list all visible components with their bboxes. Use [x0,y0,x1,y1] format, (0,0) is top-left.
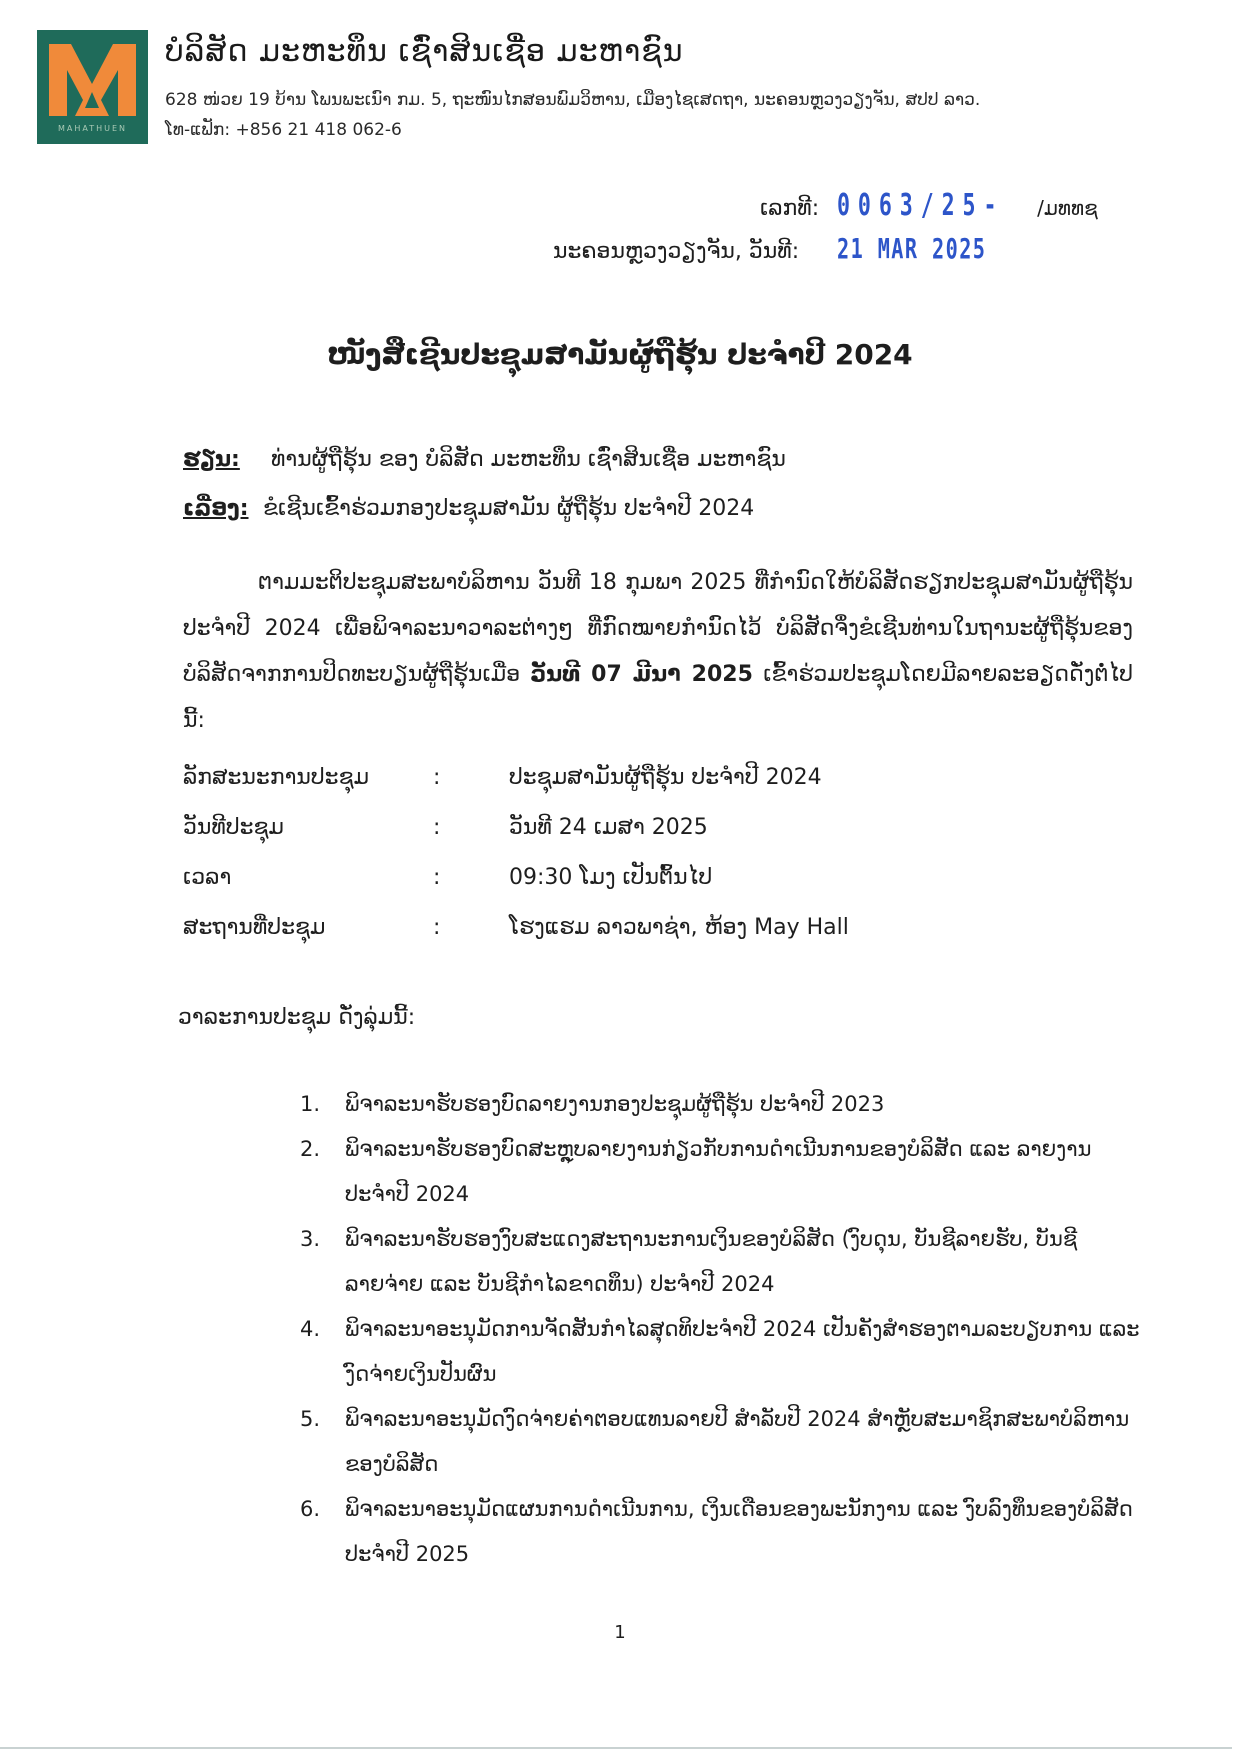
date-label: ນະຄອນຫຼວງວຽງຈັນ, ວັນທີ: [553,239,800,264]
to-label: ຮຽນ: [183,447,240,472]
company-logo [37,30,148,144]
detail-colon: : [433,815,441,840]
company-logo-m-icon [37,30,148,144]
agenda-item-text: ພິຈາລະນາອະນຸມັດງົດຈ່າຍຄ່າຕອບແທນລາຍປີ ສຳລັບປີ 2024 ສຳຫຼັບສະມາຊິກສະພາບໍລິຫານຂອງບໍລິສັດ [345,1407,1130,1476]
agenda-item-text: ພິຈາລະນາຮັບຮອງງົບສະແດງສະຖານະການເງິນຂອງບໍລິສັດ (ງົບດຸນ, ບັນຊີລາຍຮັບ, ບັນຊີລາຍຈ່າຍ ແລະ ບັນຊີກຳໄລຂາດທຶນ) ປະຈຳປີ 2024 [345,1227,1078,1296]
agenda-item-number: 6. [300,1497,321,1521]
company-name: ບໍລິສັດ ມະຫະທຶນ ເຊົ່າສິນເຊື່ອ ມະຫາຊົນ [165,34,684,69]
detail-key: ສະຖານທີ່ປະຊຸມ [183,915,326,940]
page-number: 1 [614,1622,626,1643]
detail-key: ເວລາ [183,865,232,890]
body-text-part2: ເຂົ້າຮ່ວມປະຊຸມໂດຍມີລາຍລະອຽດດັ່ງຕໍ່ໄປນີ້: [183,662,1134,733]
svg-text:MAHATHUEN: MAHATHUEN [57,124,128,133]
agenda-item-text: ພິຈາລະນາຮັບຮອງບົດລາຍງານກອງປະຊຸມຜູ້ຖືຮຸ້ນ ປະຈຳປີ 2023 [345,1092,885,1116]
subject-value: ຂໍເຊີນເຂົ້າຮ່ວມກອງປະຊຸມສາມັນ ຜູ້ຖືຮຸ້ນ ປະຈຳປີ 2024 [263,496,755,521]
reference-suffix: /ມທທຊ [1037,196,1098,220]
detail-value: ວັນທີ 24 ເມສາ 2025 [509,815,708,840]
detail-colon: : [433,865,441,890]
subject-label: ເລື່ອງ: [183,496,249,521]
body-text-part1: ຕາມມະຕິປະຊຸມສະພາບໍລິຫານ ວັນທີ 18 ກຸມພາ 2025 ທີ່ກຳນົດໃຫ້ບໍລິສັດຮຽກປະຊຸມສາມັນຜູ້ຖືຮຸ້ນ ປະຈຳປີ 2024 ເພື່ອພິຈາລະນາວາລະຕ່າງໆ ທີ່ກົດໝາຍກຳນົດໄວ້ ບໍລິສັດຈຶ່ງຂໍເຊີນທ່ານໃນຖານະຜູ້ຖືຮຸ້ນຂອງບໍລິສັດຈາກການປິດທະບຽນຜູ້ຖືຮຸ້ນເມື່ອ [183,570,1133,687]
company-phone: ໂທ-ແຟັກ: +856 21 418 062-6 [165,120,402,140]
body-paragraph [183,560,1133,744]
page-edge-divider [0,1747,1232,1749]
agenda-item [300,1307,1150,1397]
detail-colon: : [433,915,441,940]
detail-value: ໂຮງແຮມ ລາວພາຊ່າ, ຫ້ອງ May Hall [509,915,849,940]
detail-value: ປະຊຸມສາມັນຜູ້ຖືຮຸ້ນ ປະຈຳປີ 2024 [509,765,822,790]
agenda-item [300,1217,1150,1307]
agenda-item-text: ພິຈາລະນາອະນຸມັດການຈັດສັນກຳໄລສຸດທິປະຈຳປີ 2024 ເປັນຄັງສຳຮອງຕາມລະບຽບການ ແລະ ງົດຈ່າຍເງິນປັນຜົນ [345,1317,1140,1386]
agenda-list [300,1082,1150,1577]
reference-number-row [760,188,1098,223]
detail-row-meeting-type [183,765,849,815]
agenda-heading: ວາລະການປະຊຸມ ດັ່ງລຸ່ມນີ້: [178,1005,416,1030]
date-stamp: 21 MAR 2025 [837,232,987,265]
detail-row-meeting-time [183,865,849,915]
company-address: 628 ໜ່ວຍ 19 ບ້ານ ໂພນພະເນົາ ກມ. 5, ຖະໜົນໄກສອນພົມວິຫານ, ເມືອງໄຊເສດຖາ, ນະຄອນຫຼວງວຽງຈັນ, ສປປ ລາວ. [165,90,981,110]
detail-row-meeting-date [183,815,849,865]
agenda-item-number: 2. [300,1137,321,1161]
agenda-item [300,1487,1150,1577]
detail-value: 09:30 ໂມງ ເປັນຕົ້ນໄປ [509,865,713,890]
document-title: ໜັງສືເຊີນປະຊຸມສາມັນຜູ້ຖືຮຸ້ນ ປະຈຳປີ 2024 [327,338,913,371]
agenda-item-number: 5. [300,1407,321,1431]
detail-key: ວັນທີປະຊຸມ [183,815,284,840]
agenda-item-text: ພິຈາລະນາອະນຸມັດແຜນການດຳເນີນການ, ເງິນເດືອນຂອງພະນັກງານ ແລະ ງົບລົງທຶນຂອງບໍລິສັດ ປະຈຳປີ 2025 [345,1497,1133,1566]
agenda-item-text: ພິຈາລະນາຮັບຮອງບົດສະຫຼຸບລາຍງານກ່ຽວກັບການດຳເນີນການຂອງບໍລິສັດ ແລະ ລາຍງານປະຈຳປີ 2024 [345,1137,1092,1206]
reference-label: ເລກທີ: [760,196,820,221]
detail-colon: : [433,765,441,790]
meeting-details [183,765,849,965]
date-row [553,232,1045,265]
agenda-item-number: 1. [300,1092,321,1116]
subject-row [183,496,754,521]
agenda-item [300,1397,1150,1487]
addressee-row [183,447,786,472]
to-value: ທ່ານຜູ້ຖືຮຸ້ນ ຂອງ ບໍລິສັດ ມະຫະທຶນ ເຊົ່າສິນເຊື່ອ ມະຫາຊົນ [271,447,786,472]
agenda-item-number: 3. [300,1227,321,1251]
agenda-item [300,1127,1150,1217]
agenda-item-number: 4. [300,1317,321,1341]
detail-key: ລັກສະນະການປະຊຸມ [183,765,370,790]
reference-number-stamp: 0063/25- [837,188,1005,223]
detail-row-meeting-venue [183,915,849,965]
agenda-item [300,1082,1150,1127]
record-date: ວັນທີ 07 ມີນາ 2025 [530,662,753,687]
